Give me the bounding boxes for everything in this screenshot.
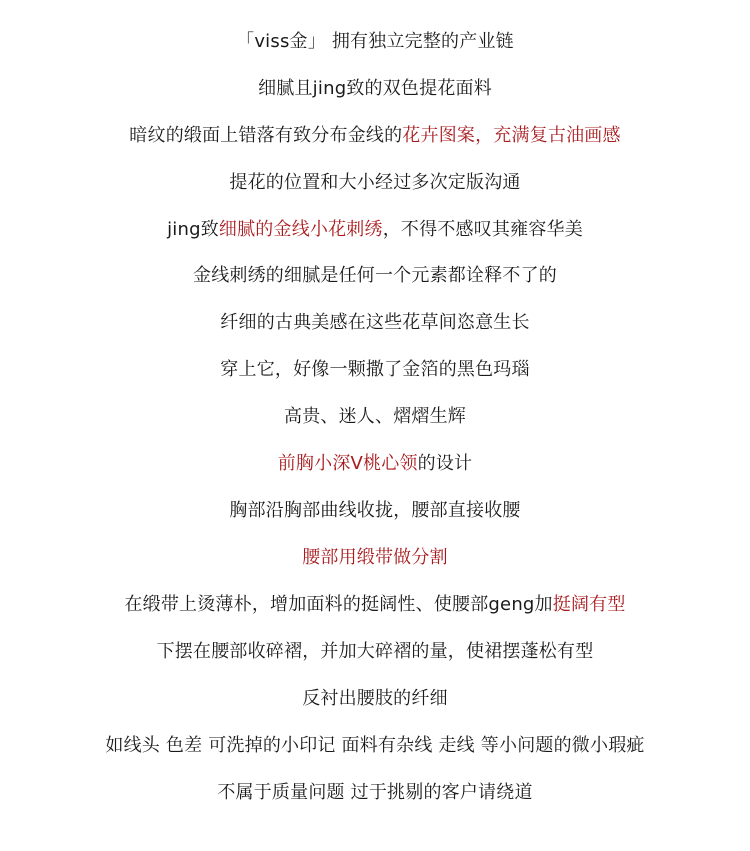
text-line-8	[0, 358, 750, 382]
text-line-2	[0, 77, 750, 101]
text-line-9	[0, 405, 750, 429]
text-line-4	[0, 171, 750, 195]
line-5-highlight: 细腻的金线小花刺绣	[218, 219, 383, 240]
text-line-3	[0, 124, 750, 148]
text-line-13	[0, 593, 750, 617]
line-5-text-a: jing致	[167, 219, 219, 240]
text-line-11	[0, 499, 750, 523]
text-line-17	[0, 781, 750, 805]
text-line-12	[0, 546, 750, 570]
line-13-text: 在缎带上烫薄朴，增加面料的挺阔性、使腰部geng加	[124, 594, 553, 615]
line-15-text: 反衬出腰肢的纤细	[302, 688, 448, 709]
line-10-text: 的设计	[417, 453, 473, 474]
line-14-text: 下摆在腰部收碎褶，并加大碎褶的量，使裙摆蓬松有型	[156, 641, 594, 662]
line-13-highlight: 挺阔有型	[552, 594, 626, 615]
line-3-text: 暗纹的缎面上错落有致分布金线的	[129, 125, 403, 146]
line-5-text-b: ，不得不感叹其雍容华美	[382, 219, 583, 240]
text-line-1	[0, 30, 750, 54]
text-line-6	[0, 264, 750, 288]
line-8-text: 穿上它，好像一颗撒了金箔的黑色玛瑙	[220, 359, 530, 380]
line-12-highlight: 腰部用缎带做分割	[302, 547, 448, 568]
text-line-14	[0, 640, 750, 664]
text-line-10	[0, 452, 750, 476]
text-line-16	[0, 734, 750, 758]
line-11-text: 胸部沿胸部曲线收拢，腰部直接收腰	[229, 500, 521, 521]
text-line-7	[0, 311, 750, 335]
text-line-15	[0, 687, 750, 711]
line-9-text: 高贵、迷人、熠熠生辉	[284, 406, 466, 427]
line-16-text: 如线头 色差 可洗掉的小印记 面料有杂线 走线 等小问题的微小瑕疵	[105, 735, 645, 756]
line-6-text: 金线刺绣的细腻是任何一个元素都诠释不了的	[193, 265, 557, 286]
line-10-highlight: 前胸小深V桃心领	[277, 453, 418, 474]
line-3-highlight: 花卉图案，充满复古油画感	[402, 125, 621, 146]
text-line-5	[0, 218, 750, 242]
line-1-text: 「viss金」 拥有独立完整的产业链	[236, 31, 514, 52]
line-2-text: 细腻且jing致的双色提花面料	[258, 78, 492, 99]
line-17-text: 不属于质量问题 过于挑剔的客户请绕道	[217, 782, 533, 803]
line-7-text: 纤细的古典美感在这些花草间恣意生长	[220, 312, 530, 333]
line-4-text: 提花的位置和大小经过多次定版沟通	[229, 172, 521, 193]
